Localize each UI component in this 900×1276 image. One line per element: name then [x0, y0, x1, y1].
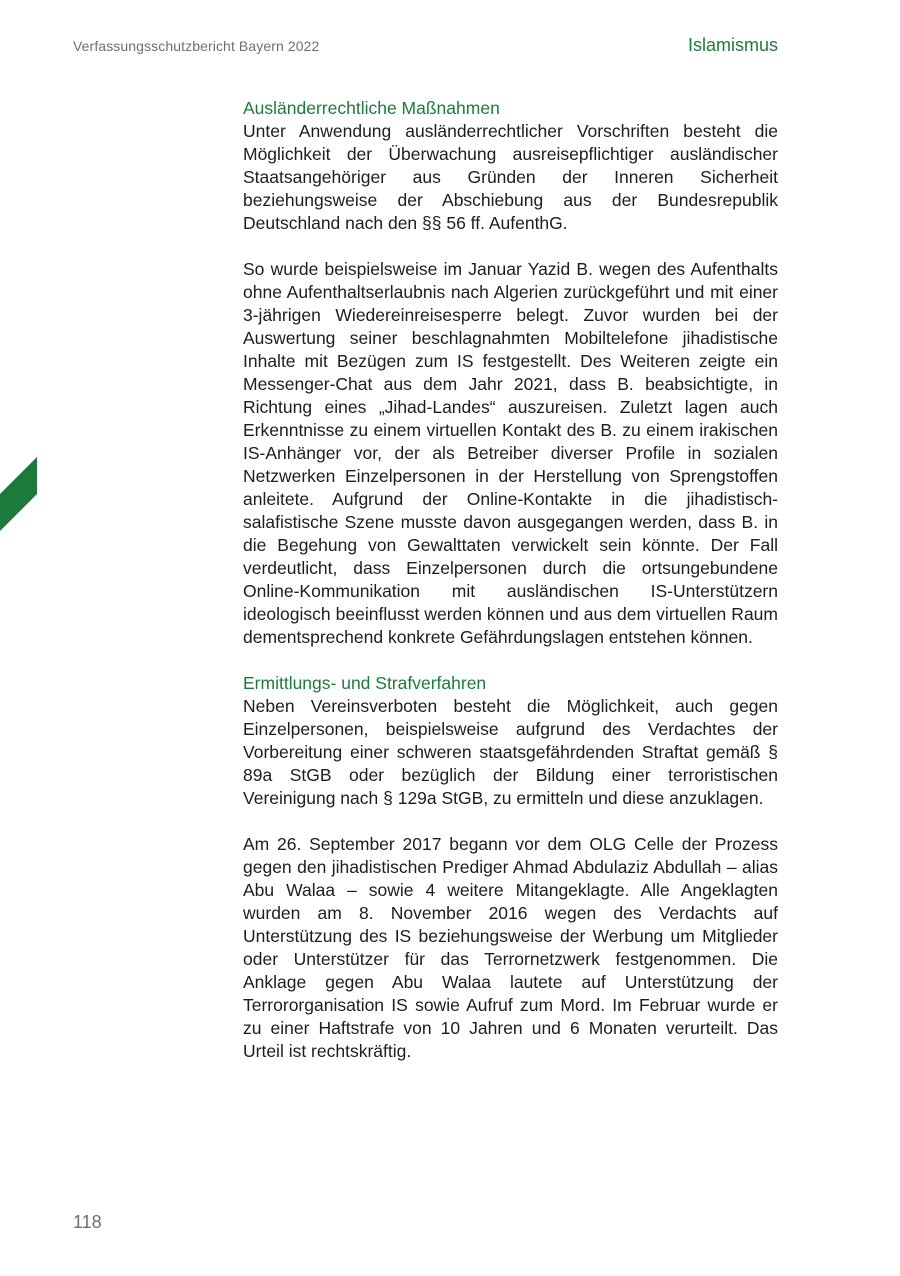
main-content [243, 97, 778, 1063]
section-ermittlungsverfahren [243, 672, 778, 1063]
page-number: 118 [73, 1212, 102, 1232]
chapter-marker-shape [0, 457, 37, 531]
chapter-marker-tab [0, 457, 37, 531]
body-paragraph: Am 26. September 2017 begann vor dem OLG Celle der Prozess gegen den jihadistischen Prediger Ahmad Abdulaziz Abdullah – alias Abu Walaa – sowie 4 weitere Mitangeklagte. Alle Angeklagten wurden am 8. November 2016 wegen des Verdachts auf Unterstützung des IS beziehungsweise der Werbung um Mitglieder oder Unterstützer für das Terrornetzwerk festgenommen. Die Anklage gegen Abu Walaa lautete auf Unterstützung der Terrororganisation IS sowie Aufruf zum Mord. Im Februar wurde er zu einer Haftstrafe von 10 Jahren und 6 Monaten verurteilt. Das Urteil ist rechtskräftig. [243, 834, 778, 1061]
body-paragraph: Unter Anwendung ausländerrechtlicher Vorschriften besteht die Möglichkeit der Überwachung ausreisepflichtiger ausländischer Staatsangehöriger aus Gründen der Inneren Sicherheit beziehungsweise der Abschiebung aus der Bundesrepublik Deutschland nach den §§ 56 ff. AufenthG. [243, 121, 778, 233]
running-header-chapter: Islamismus [687, 35, 778, 55]
body-paragraph: So wurde beispielsweise im Januar Yazid B. wegen des Aufenthalts ohne Aufenthaltserlaubnis nach Algerien zurückgeführt und mit einer 3-jährigen Wiedereinreisesperre belegt. Zuvor wurden bei der Auswertung seiner beschlagnahmten Mobiltelefone jihadistische Inhalte mit Bezügen zum IS festgestellt. Des Weiteren zeigte ein Messenger-Chat aus dem Jahr 2021, dass B. beabsichtigte, in Richtung eines „Jihad-Landes“ auszureisen. Zuletzt lagen auch Erkenntnisse zu einem virtuellen Kontakt des B. zu einem irakischen IS-Anhänger vor, der als Betreiber diverser Profile in sozialen Netzwerken Einzelpersonen in der Herstellung von Sprengstoffen anleitete. Aufgrund der Online-Kontakte in die jihadistisch-salafistische Szene musste davon ausgegangen werden, dass B. in die Begehung von Gewalttaten verwickelt sein könnte. Der Fall verdeutlicht, dass Einzelpersonen durch die ortsungebundene Online-Kommunikation mit ausländischen IS-Unterstützern ideologisch beeinflusst werden können und aus dem virtuellen Raum dementsprechend konkrete Gefährdungslagen entstehen können. [243, 259, 778, 647]
running-header-publication: Verfassungsschutzbericht Bayern 2022 [73, 38, 320, 54]
body-paragraph: Neben Vereinsverboten besteht die Möglichkeit, auch gegen Einzelpersonen, beispielsweise aufgrund des Verdachtes der Vorbereitung einer schweren staatsgefährdenden Straftat gemäß § 89a StGB oder bezüglich der Bildung einer terroristischen Vereinigung nach § 129a StGB, zu ermitteln und diese anzuklagen. [243, 696, 778, 808]
section-heading: Ausländerrechtliche Maßnahmen [243, 98, 500, 118]
section-auslaenderrecht [243, 97, 778, 649]
section-heading: Ermittlungs- und Strafverfahren [243, 673, 487, 693]
